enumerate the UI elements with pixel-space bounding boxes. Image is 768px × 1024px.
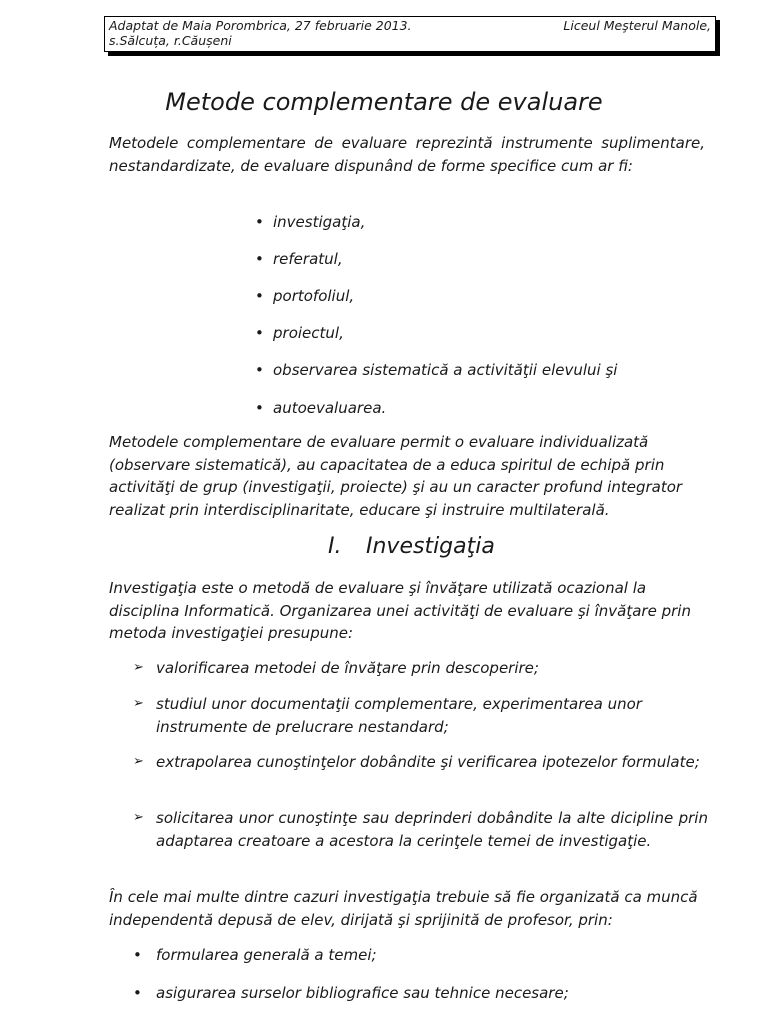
header-location: s.Sălcuța, r.Căușeni xyxy=(109,33,232,48)
list-item: ➢ solicitarea unor cunoştinţe sau deprinderi dobândite la alte dicipline prin adaptarea creatoare a acestora la cerinţele temei de investigaţie. xyxy=(133,809,708,850)
bullet-icon: • xyxy=(255,213,264,231)
document-title: Metode complementare de evaluare xyxy=(165,88,603,116)
section-number: I. xyxy=(328,534,342,559)
list-item: • observarea sistematică a activităţii elevului şi xyxy=(255,361,618,379)
bullet-icon: • xyxy=(255,250,264,268)
list-item: • portofoliul, xyxy=(255,287,355,305)
list-item: • autoevaluarea. xyxy=(255,399,387,417)
header-author: Adaptat de Maia Porombrica, 27 februarie 2013. xyxy=(109,18,412,33)
arrow-icon: ➢ xyxy=(133,754,144,769)
organization-paragraph: În cele mai multe dintre cazuri investigaţia trebuie să fie organizată ca muncă independentă depusă de elev, dirijată şi sprijinită de profesor, prin: xyxy=(109,888,698,929)
list-item: ➢ extrapolarea cunoştinţelor dobândite şi verificarea ipotezelor formulate; xyxy=(156,751,708,774)
bullet-icon: • xyxy=(133,946,142,964)
bullet-icon: • xyxy=(133,984,142,1002)
bullet-icon: • xyxy=(255,399,264,417)
list-item: • asigurarea surselor bibliografice sau tehnice necesare; xyxy=(133,984,569,1002)
arrow-icon: ➢ xyxy=(133,660,144,675)
bullet-icon: • xyxy=(255,287,264,305)
list-item: • referatul, xyxy=(255,250,343,268)
list-item: • proiectul, xyxy=(255,324,344,342)
header-school: Liceul Meşterul Manole, xyxy=(563,18,711,33)
page-header xyxy=(104,16,716,52)
list-item: • formularea generală a temei; xyxy=(133,946,377,964)
section-heading xyxy=(328,532,495,562)
section-title: Investigaţia xyxy=(366,534,495,559)
list-item: ➢ valorificarea metodei de învăţare prin descoperire; xyxy=(156,657,708,680)
bullet-icon: • xyxy=(255,361,264,379)
list-item: ➢ studiul unor documentaţii complementare, experimentarea unor instrumente de prelucrare nestandard; xyxy=(133,695,642,736)
intro-paragraph: Metodele complementare de evaluare reprezintă instrumente suplimentare, nestandardizate, de evaluare dispunând de forme specifice cum ar fi: xyxy=(109,134,705,175)
section-intro-paragraph: Investigaţia este o metodă de evaluare şi învăţare utilizată ocazional la disciplina Informatică. Organizarea unei activităţi de evaluare şi învăţare prin metoda investigaţiei presupune: xyxy=(109,579,691,642)
header-line xyxy=(109,18,711,33)
bullet-icon: • xyxy=(255,324,264,342)
arrow-icon: ➢ xyxy=(133,696,144,711)
list-item: • investigaţia, xyxy=(255,213,366,231)
summary-paragraph: Metodele complementare de evaluare permit o evaluare individualizată (observare sistematică), au capacitatea de a educa spiritul de echipă prin activităţi de grup (investigaţii, proiecte) şi au un caracter profund integrator realizat prin interdisciplinaritate, educare şi instruire multilaterală. xyxy=(109,433,683,519)
arrow-icon: ➢ xyxy=(133,810,144,825)
